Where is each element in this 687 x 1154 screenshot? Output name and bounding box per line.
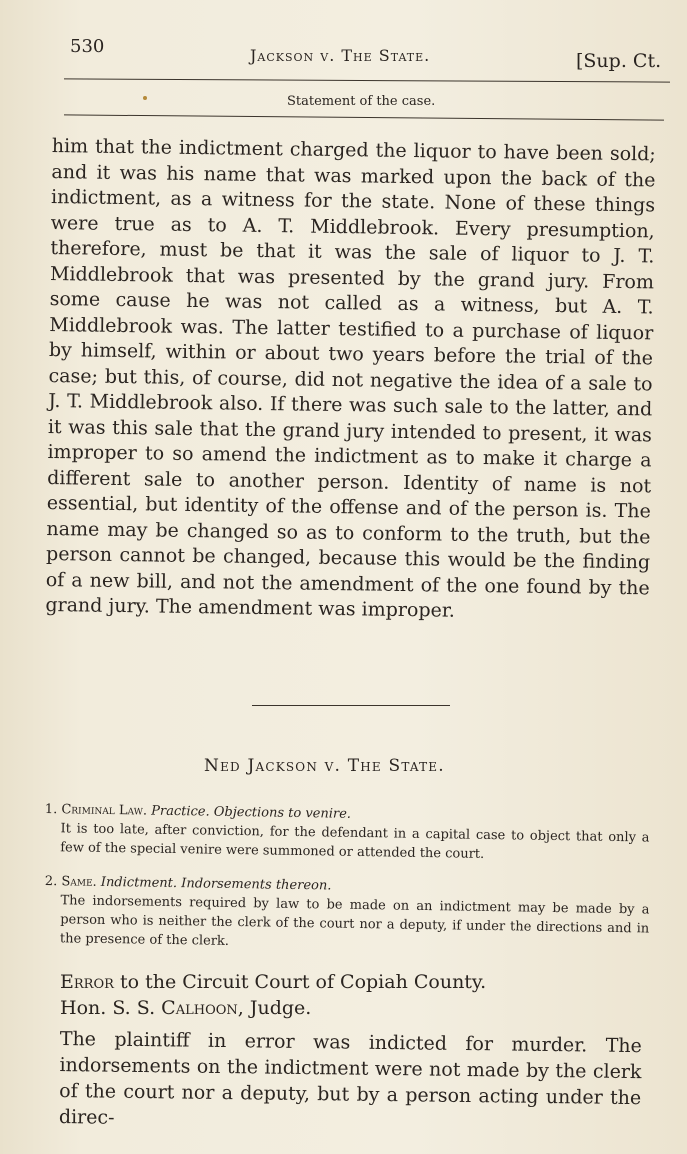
headnote-1 (44, 800, 650, 866)
error-label: Error (60, 971, 114, 993)
headnote-1-subtopic: Practice. (151, 803, 210, 820)
error-line (60, 971, 486, 993)
case-title: Ned Jackson v. The State. (204, 756, 445, 776)
opening-paragraph: The plaintiff in error was indicted for murder. The indorsements on the indictment were not made by the clerk of the court nor a deputy, but by a person acting under the direc- (58, 1027, 642, 1129)
headnote-2-subtopic: Indictment. (100, 874, 178, 892)
statement-subheader: Statement of the case. (287, 94, 436, 109)
headnote-1-point: Objections to venire. (213, 804, 352, 822)
headnote-2-topic: Same. (61, 874, 97, 890)
continued-paragraph: him that the indictment charged the liquor to have been sold; and it was his name that was marked upon the back of the indictment, as a witness for the state. None of these things were true as to A. T. Middlebrook. Every presumption, therefore, must be that it was the sale of liquor to J. T. Middlebrook that was presented by the grand jury. From some cause he was not called as a witness, but A. T. Middlebrook was. The latter testified to a purchase of liquor by himself, within or about two years before the trial of the case; but this, of course, did not negative the idea of a sale to J. T. Middlebrook also. If there was such sale to the latter, and it was this sale that the grand jury intended to present, it was improper to so amend the indictment as to make it charge a different sale to another person. Identity of name is not essential, but identity of the offense and of the person is. The name may be changed so as to conform to the truth, but the person cannot be changed, because this would be the finding of a new bill, and not the amendment of the one found by the grand jury. The amendment was improper. (45, 134, 656, 622)
headnote-1-text: It is too late, after conviction, for the defendant in a capital case to object that only a few of the special venire were summoned or attended the court. (60, 821, 650, 862)
headnote-2-point: Indorsements thereon. (181, 876, 332, 894)
court-label: [Sup. Ct. (576, 50, 662, 72)
ink-speck-icon (143, 96, 147, 100)
judge-name: Calhoon (161, 997, 238, 1019)
headnote-2-number: 2. (44, 873, 58, 890)
headnote-2-text: The indorsements required by law to be made on an indictment may be made by a person who is neither the clerk of the court nor a deputy, if under the directions and in the presence of the clerk. (59, 893, 650, 949)
judge-line (60, 997, 311, 1019)
page-number: 530 (70, 36, 105, 57)
header-rule-upper (64, 78, 670, 82)
headnote-1-number: 1. (44, 801, 58, 818)
headnote-2 (44, 872, 650, 957)
judge-prefix: Hon. S. S. (60, 997, 156, 1019)
running-title: Jackson v. The State. (250, 46, 431, 65)
headnote-1-topic: Criminal Law. (61, 802, 148, 819)
section-divider (252, 705, 450, 706)
judge-suffix: , Judge. (237, 997, 312, 1019)
header-rule-lower (64, 114, 664, 120)
error-court: to the Circuit Court of Copiah County. (119, 971, 487, 993)
